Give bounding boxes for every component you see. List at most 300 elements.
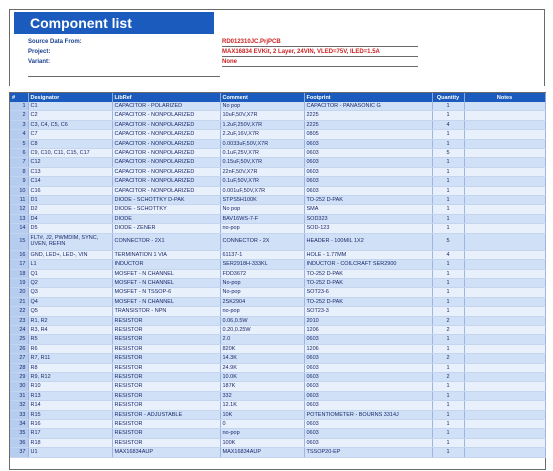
table-row	[10, 325, 545, 334]
table-row	[10, 438, 545, 447]
table-cell: 21	[10, 297, 28, 306]
table-cell	[464, 401, 545, 410]
table-cell: 2	[432, 372, 464, 381]
table-cell: C3, C4, C5, C6	[28, 120, 112, 129]
table-cell: no-pop	[220, 429, 304, 438]
column-header: Footprint	[304, 93, 432, 102]
divider	[222, 56, 418, 57]
table-cell: 4	[10, 130, 28, 139]
table-cell: 6	[10, 149, 28, 158]
table-cell: no-pop	[220, 307, 304, 316]
table-cell: 0603	[304, 363, 432, 372]
table-cell: 1	[432, 196, 464, 205]
table-cell: 2.2uF,16V,X7R	[220, 130, 304, 139]
table-cell: 0.1uF,50V,X7R	[220, 177, 304, 186]
table-cell: 1	[432, 382, 464, 391]
table-cell: 1	[432, 205, 464, 214]
source-value: RD012310JC.PrjPCB	[222, 39, 281, 45]
table-cell: 0603	[304, 177, 432, 186]
table-row	[10, 177, 545, 186]
table-cell: 0603	[304, 382, 432, 391]
table-cell: R16	[28, 420, 112, 429]
table-cell: CONNECTOR - 2X1	[112, 233, 220, 250]
table-cell: MOSFET - N CHANNEL	[112, 278, 220, 287]
table-cell: 1	[432, 111, 464, 120]
table-cell	[464, 214, 545, 223]
table-cell: RESISTOR	[112, 363, 220, 372]
table-cell: 0603	[304, 149, 432, 158]
table-cell: 61137-1	[220, 250, 304, 259]
table-cell: 1	[432, 167, 464, 176]
table-cell: SOT23-3	[304, 307, 432, 316]
table-cell: RESISTOR	[112, 316, 220, 325]
table-cell: DIODE	[112, 214, 220, 223]
table-cell: 5	[432, 149, 464, 158]
table-cell: R1, R2	[28, 316, 112, 325]
table-cell: BAV16WS-7-F	[220, 214, 304, 223]
table-cell	[464, 149, 545, 158]
table-cell: 10K	[220, 410, 304, 419]
table-cell: 0.06,0.5W	[220, 316, 304, 325]
table-cell: 35	[10, 429, 28, 438]
table-row	[10, 205, 545, 214]
table-cell: RESISTOR - ADJUSTABLE	[112, 410, 220, 419]
table-cell: R8	[28, 363, 112, 372]
table-cell: C7	[28, 130, 112, 139]
table-cell	[464, 410, 545, 419]
table-cell: 2SK2904	[220, 297, 304, 306]
table-cell: 10	[10, 186, 28, 195]
table-cell: R15	[28, 410, 112, 419]
table-cell: FDD3672	[220, 269, 304, 278]
table-row	[10, 410, 545, 419]
table-cell: No-pop	[220, 288, 304, 297]
table-cell: CAPACITOR - PANASONIC G	[304, 102, 432, 111]
table-cell: C8	[28, 139, 112, 148]
table-row	[10, 382, 545, 391]
table-cell: CAPACITOR - NONPOLARIZED	[112, 186, 220, 195]
table-cell: 1206	[304, 325, 432, 334]
table-row	[10, 307, 545, 316]
table-cell	[464, 205, 545, 214]
table-cell: 24	[10, 325, 28, 334]
table-cell: 8	[10, 167, 28, 176]
table-cell: D1	[28, 196, 112, 205]
table-cell: C9, C10, C11, C15, C17	[28, 149, 112, 158]
table-cell: 12.1K	[220, 401, 304, 410]
table-cell	[464, 224, 545, 233]
table-cell: R7, R11	[28, 354, 112, 363]
table-cell: DIODE - ZENER	[112, 224, 220, 233]
table-body	[10, 102, 545, 457]
table-cell: Q1	[28, 269, 112, 278]
table-cell: CAPACITOR - POLARIZED	[112, 102, 220, 111]
table-cell: 1	[432, 307, 464, 316]
table-cell: CAPACITOR - NONPOLARIZED	[112, 111, 220, 120]
table-row	[10, 372, 545, 381]
table-cell: 0805	[304, 130, 432, 139]
table-cell: 0603	[304, 429, 432, 438]
table-cell	[464, 102, 545, 111]
table-cell: 0603	[304, 167, 432, 176]
table-cell: TRANSISTOR - NPN	[112, 307, 220, 316]
table-cell: 1206	[304, 344, 432, 353]
table-cell	[464, 382, 545, 391]
table-cell	[464, 269, 545, 278]
table-cell: no-pop	[220, 224, 304, 233]
table-cell: 1	[432, 278, 464, 287]
table-cell	[464, 420, 545, 429]
table-cell: No pop	[220, 102, 304, 111]
table-cell: 23	[10, 316, 28, 325]
table-cell: 1	[432, 438, 464, 447]
table-cell: C14	[28, 177, 112, 186]
table-cell: SOT23-6	[304, 288, 432, 297]
table-cell: RESISTOR	[112, 372, 220, 381]
table-cell: 187K	[220, 382, 304, 391]
table-cell: 0.001uF,50V,X7R	[220, 186, 304, 195]
table-cell: L1	[28, 260, 112, 269]
table-cell: HEADER - 100MIL 1X2	[304, 233, 432, 250]
table-cell: 1	[432, 139, 464, 148]
table-cell	[464, 391, 545, 400]
table-cell: STPS5H100K	[220, 196, 304, 205]
table-cell: R3, R4	[28, 325, 112, 334]
table-cell: RESISTOR	[112, 344, 220, 353]
table-cell: 1	[432, 420, 464, 429]
table-cell: MOSFET - N CHANNEL	[112, 297, 220, 306]
table-cell: 2	[10, 111, 28, 120]
table-cell: SER2918H-333KL	[220, 260, 304, 269]
table-cell: 9	[10, 177, 28, 186]
table-cell: 0603	[304, 401, 432, 410]
table-cell: HOLE - 1.77MM	[304, 250, 432, 259]
table-cell: 14	[10, 224, 28, 233]
table-cell: 27	[10, 354, 28, 363]
table-cell: 820K	[220, 344, 304, 353]
column-header: Quantity	[432, 93, 464, 102]
table-cell: 10.0K	[220, 372, 304, 381]
table-cell	[464, 372, 545, 381]
table-cell: 332	[220, 391, 304, 400]
table-row	[10, 224, 545, 233]
table-row	[10, 139, 545, 148]
table-row	[10, 288, 545, 297]
table-cell: TO-252 D-PAK	[304, 297, 432, 306]
table-cell: C16	[28, 186, 112, 195]
table-cell	[464, 316, 545, 325]
table-cell: CAPACITOR - NONPOLARIZED	[112, 130, 220, 139]
table-cell: Q4	[28, 297, 112, 306]
table-cell	[464, 297, 545, 306]
table-cell	[464, 196, 545, 205]
page-title: Component list	[14, 12, 214, 34]
table-cell: 0603	[304, 139, 432, 148]
table-row	[10, 130, 545, 139]
table-row	[10, 102, 545, 111]
table-cell	[464, 139, 545, 148]
table-cell: Q5	[28, 307, 112, 316]
table-cell: TO-252 D-PAK	[304, 269, 432, 278]
table-cell	[464, 167, 545, 176]
table-cell: 2	[432, 354, 464, 363]
table-cell: MOSFET - N CHANNEL	[112, 269, 220, 278]
table-cell: MAX16834AUP	[112, 448, 220, 457]
table-cell: 11	[10, 196, 28, 205]
table-cell: 34	[10, 420, 28, 429]
table-cell: 14.3K	[220, 354, 304, 363]
table-cell: SOD-123	[304, 224, 432, 233]
table-cell: 17	[10, 260, 28, 269]
table-cell: 19	[10, 278, 28, 287]
project-value: MAX16834 EVKit, 2 Layer, 24VIN, VLED=75V, ILED=1.5A	[222, 49, 380, 55]
table-row	[10, 260, 545, 269]
table-cell: 36	[10, 438, 28, 447]
table-row	[10, 420, 545, 429]
table-row	[10, 448, 545, 457]
table-cell: RESISTOR	[112, 354, 220, 363]
table-cell: 1	[432, 186, 464, 195]
table-cell	[464, 307, 545, 316]
table-cell: CAPACITOR - NONPOLARIZED	[112, 149, 220, 158]
table-cell: 1	[432, 214, 464, 223]
table-cell: U1	[28, 448, 112, 457]
table-row	[10, 278, 545, 287]
table-cell: RESISTOR	[112, 438, 220, 447]
table-cell: 2	[432, 325, 464, 334]
table-cell: TERMINATION 1 VIA	[112, 250, 220, 259]
table-cell: CAPACITOR - NONPOLARIZED	[112, 158, 220, 167]
table-cell	[464, 120, 545, 129]
table-cell: No pop	[220, 205, 304, 214]
table-cell: 10uF,50V,X7R	[220, 111, 304, 120]
table-cell: D5	[28, 224, 112, 233]
divider	[28, 76, 220, 77]
table-cell: 0603	[304, 354, 432, 363]
table-cell: 28	[10, 363, 28, 372]
table-cell: 0.20,0.25W	[220, 325, 304, 334]
table-cell: DIODE - SCHOTTKY	[112, 205, 220, 214]
table-row	[10, 111, 545, 120]
table-cell: 1	[432, 130, 464, 139]
table-cell: 0603	[304, 420, 432, 429]
table-cell: 37	[10, 448, 28, 457]
table-cell: 32	[10, 401, 28, 410]
table-cell: 1.2uF,250V,X7R	[220, 120, 304, 129]
table-cell	[464, 158, 545, 167]
column-header: Designator	[28, 93, 112, 102]
table-cell: 0.1uF,25V,X7R	[220, 149, 304, 158]
table-cell: R17	[28, 429, 112, 438]
table-row	[10, 363, 545, 372]
table-cell: Q2	[28, 278, 112, 287]
table-cell: 1	[432, 224, 464, 233]
table-cell: RESISTOR	[112, 420, 220, 429]
table-cell: 0603	[304, 438, 432, 447]
table-cell: 1	[432, 177, 464, 186]
table-cell: 26	[10, 344, 28, 353]
table-cell: RESISTOR	[112, 391, 220, 400]
table-cell: TO-252 D-PAK	[304, 278, 432, 287]
table-row	[10, 158, 545, 167]
table-cell: 0603	[304, 186, 432, 195]
table-cell: Q3	[28, 288, 112, 297]
column-header: Notes	[464, 93, 545, 102]
table-cell: 25	[10, 335, 28, 344]
table-cell: 20	[10, 288, 28, 297]
table-cell: 12	[10, 205, 28, 214]
table-cell: C1	[28, 102, 112, 111]
table-cell: R14	[28, 401, 112, 410]
table-cell: 1	[432, 429, 464, 438]
table-cell: R6	[28, 344, 112, 353]
table-cell: POTENTIOMETER - BOURNS 3314J	[304, 410, 432, 419]
table-cell: D4	[28, 214, 112, 223]
component-table	[10, 93, 546, 458]
divider	[222, 46, 418, 47]
source-label: Source Data From:	[28, 39, 82, 45]
table-cell: 1	[432, 410, 464, 419]
table-cell: 0.0033uF,50V,X7R	[220, 139, 304, 148]
variant-value: None	[222, 59, 237, 65]
table-cell: 33	[10, 410, 28, 419]
table-cell: 24.9K	[220, 363, 304, 372]
table-cell	[464, 325, 545, 334]
table-cell: 3	[10, 120, 28, 129]
table-cell: 18	[10, 269, 28, 278]
table-cell	[464, 111, 545, 120]
table-cell: 2225	[304, 120, 432, 129]
table-row	[10, 149, 545, 158]
table-cell: C13	[28, 167, 112, 176]
table-cell: 5	[432, 233, 464, 250]
table-row	[10, 335, 545, 344]
table-cell	[464, 429, 545, 438]
table-cell: CAPACITOR - NONPOLARIZED	[112, 139, 220, 148]
table-row	[10, 120, 545, 129]
table-cell: 1	[432, 344, 464, 353]
table-row	[10, 233, 545, 250]
table-cell: CAPACITOR - NONPOLARIZED	[112, 120, 220, 129]
table-row	[10, 401, 545, 410]
table-cell: 2225	[304, 111, 432, 120]
table-cell: MOSFET - N TSSOP-6	[112, 288, 220, 297]
table-cell: 0603	[304, 158, 432, 167]
table-cell: RESISTOR	[112, 325, 220, 334]
table-cell: C2	[28, 111, 112, 120]
table-cell: 1	[432, 335, 464, 344]
table-cell	[464, 363, 545, 372]
table-cell: R18	[28, 438, 112, 447]
column-header: Comment	[220, 93, 304, 102]
table-cell: 5	[10, 139, 28, 148]
table-cell: 1	[432, 297, 464, 306]
table-cell	[464, 354, 545, 363]
table-cell: INDUCTOR - COILCRAFT SER2900	[304, 260, 432, 269]
table-cell: 4	[432, 120, 464, 129]
project-label: Project:	[28, 49, 51, 55]
table-cell: R9, R12	[28, 372, 112, 381]
table-cell: 13	[10, 214, 28, 223]
table-cell: SOD323	[304, 214, 432, 223]
table-cell: 29	[10, 372, 28, 381]
table-cell: TO-252 D-PAK	[304, 196, 432, 205]
table-cell: TSSOP20-EP	[304, 448, 432, 457]
table-header-row	[10, 93, 545, 102]
table-cell: CAPACITOR - NONPOLARIZED	[112, 167, 220, 176]
component-table-container	[9, 92, 546, 470]
table-row	[10, 167, 545, 176]
column-header: #	[10, 93, 28, 102]
table-cell: 1	[432, 288, 464, 297]
table-cell: 31	[10, 391, 28, 400]
table-cell	[464, 177, 545, 186]
table-cell: 0603	[304, 335, 432, 344]
table-row	[10, 250, 545, 259]
table-cell	[464, 438, 545, 447]
table-cell	[464, 344, 545, 353]
table-cell: 100K	[220, 438, 304, 447]
table-cell: 2	[432, 316, 464, 325]
table-cell: 22	[10, 307, 28, 316]
table-cell: 0603	[304, 372, 432, 381]
table-cell: 1	[432, 363, 464, 372]
table-cell: GND, LED+, LED-, VIN	[28, 250, 112, 259]
table-row	[10, 429, 545, 438]
column-header: LibRef	[112, 93, 220, 102]
table-cell: 0	[220, 420, 304, 429]
table-cell: 22nF,50V,X7R	[220, 167, 304, 176]
table-cell: 1	[432, 158, 464, 167]
table-cell: 1	[432, 391, 464, 400]
table-cell	[464, 186, 545, 195]
table-cell: 1	[10, 102, 28, 111]
table-cell: RESISTOR	[112, 382, 220, 391]
table-cell: 16	[10, 250, 28, 259]
table-cell: 30	[10, 382, 28, 391]
divider	[222, 66, 418, 67]
table-row	[10, 214, 545, 223]
table-cell	[464, 335, 545, 344]
table-cell: MAX16834AUP	[220, 448, 304, 457]
table-cell: CONNECTOR - 2X	[220, 233, 304, 250]
table-cell	[464, 250, 545, 259]
table-cell: 1	[432, 102, 464, 111]
table-row	[10, 269, 545, 278]
table-cell: No-pop	[220, 278, 304, 287]
table-cell: 1	[432, 401, 464, 410]
table-cell: 2010	[304, 316, 432, 325]
table-row	[10, 297, 545, 306]
table-cell	[464, 130, 545, 139]
table-cell: C12	[28, 158, 112, 167]
table-cell: 1	[432, 448, 464, 457]
table-cell: RESISTOR	[112, 429, 220, 438]
table-cell: RESISTOR	[112, 401, 220, 410]
table-row	[10, 186, 545, 195]
table-row	[10, 391, 545, 400]
table-cell: DIODE - SCHOTTKY D-PAK	[112, 196, 220, 205]
table-cell: R5	[28, 335, 112, 344]
table-cell	[464, 288, 545, 297]
table-cell: CAPACITOR - NONPOLARIZED	[112, 177, 220, 186]
table-row	[10, 354, 545, 363]
table-cell: SMA	[304, 205, 432, 214]
table-row	[10, 196, 545, 205]
table-cell: FLT#, J2, PWMDIM, SYNC, UVEN, REFIN	[28, 233, 112, 250]
table-cell: R10	[28, 382, 112, 391]
table-cell: 2.0	[220, 335, 304, 344]
